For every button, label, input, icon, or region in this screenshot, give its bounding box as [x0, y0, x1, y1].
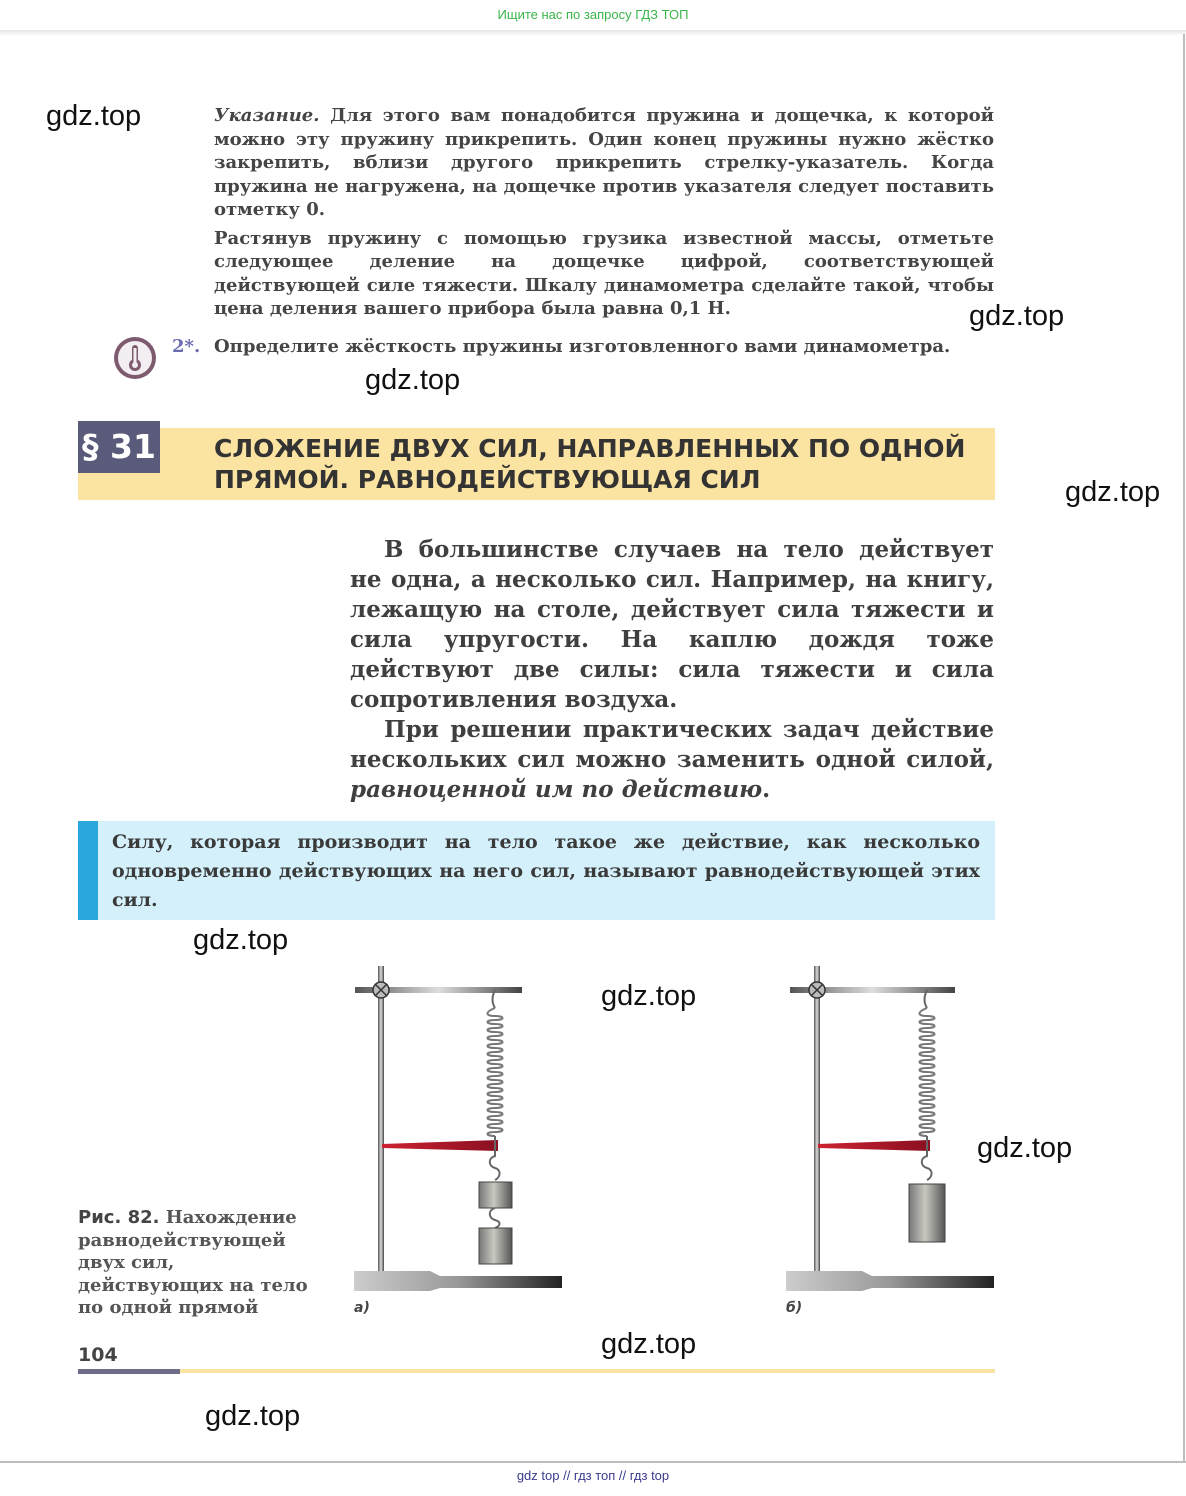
figure-a-label: а) [354, 1300, 370, 1316]
watermark: gdz.top [46, 100, 142, 132]
footer-links[interactable]: gdz top // гдз топ // гдз top [516, 1468, 670, 1483]
figure-caption [78, 1207, 318, 1320]
pointer-arrow [382, 1140, 498, 1151]
hint-paragraph-1 [214, 104, 994, 222]
spring [920, 1008, 935, 1136]
hint-paragraph-2: Растянув пружину с помощью грузика известной массы, отметьте следующее деление на дощечке цифрой, соответствующей действующей силе тяжести. Шкалу динамометра сделайте такой, чтобы цена деления вашего прибора была равна 0,1 Н. [214, 227, 994, 319]
spring [488, 1008, 503, 1136]
section-title: СЛОЖЕНИЕ ДВУХ СИЛ, НАПРАВЛЕННЫХ ПО ОДНОЙ ПРЯМОЙ. РАВНОДЕЙСТВУЮЩАЯ СИЛ [214, 434, 966, 494]
hint-block [214, 104, 994, 326]
page-right-border [1183, 34, 1185, 1462]
body-p2-end: . [762, 776, 771, 803]
definition-accent-bar [78, 821, 98, 920]
watermark: gdz.top [977, 1132, 1073, 1164]
hint-text: Для этого вам понадобится пружина и дощечка, к которой можно эту пружину прикрепить. Один конец пружины нужно жёстко закрепить, вблизи другого прикрепить стрелку-указатель. Когда пружина не нагружена, на дощечке против указателя следует поставить отметку 0. [214, 105, 994, 220]
hint-label: Указание. [214, 105, 320, 126]
body-p2-italic: равноценной им по действию [350, 776, 763, 803]
top-shadow [0, 30, 1186, 36]
pointer-arrow [818, 1140, 930, 1151]
watermark: gdz.top [969, 300, 1065, 332]
stand-base [354, 1271, 562, 1291]
page-rule-dark [78, 1369, 180, 1374]
weight-2 [479, 1228, 512, 1264]
stand-rod [814, 966, 820, 1272]
task-number: 2*. [172, 336, 201, 357]
watermark: gdz.top [601, 980, 697, 1012]
body-paragraph-1: В большинстве случаев на тело действует не одна, а несколько сил. Например, на книгу, лежащую на столе, действует сила тяжести и сила упругости. На каплю дождя тоже действуют две силы: сила тяжести и сила сопротивления воздуха. [350, 536, 994, 713]
figure-b-illustration [772, 960, 1002, 1300]
top-banner[interactable]: Ищите нас по запросу ГДЗ ТОП [497, 7, 689, 22]
page-number: 104 [78, 1344, 118, 1366]
figure-a-illustration [340, 960, 570, 1300]
page-bottom-border [0, 1461, 1186, 1463]
watermark: gdz.top [1065, 476, 1161, 508]
body-p2-start: При решении практических задач действие нескольких сил можно заменить одной силой, [350, 716, 994, 773]
caption-label: Рис. 82. [78, 1207, 160, 1228]
task-text: Определите жёсткость пружины изготовленного вами динамометра. [214, 336, 951, 357]
thermometer-icon [114, 337, 156, 379]
caption-text: Нахождение равнодействующей двух сил, действующих на тело по одной прямой [78, 1207, 308, 1318]
definition-text: Силу, которая производит на тело такое же действие, как несколько одновременно действующих на него сил, называют равнодействующей этих сил. [112, 831, 980, 911]
watermark: gdz.top [601, 1328, 697, 1360]
weight-combined [909, 1184, 945, 1242]
section-number: § 31 [78, 421, 160, 473]
weight-1 [479, 1182, 512, 1208]
stand-rod [378, 966, 384, 1272]
figure-b-label: б) [786, 1300, 803, 1316]
stand-base [786, 1271, 994, 1291]
watermark: gdz.top [205, 1400, 301, 1432]
watermark: gdz.top [193, 924, 289, 956]
page-rule-yellow [180, 1369, 995, 1373]
watermark: gdz.top [365, 364, 461, 396]
body-text [350, 535, 994, 805]
body-paragraph-2 [350, 715, 994, 805]
